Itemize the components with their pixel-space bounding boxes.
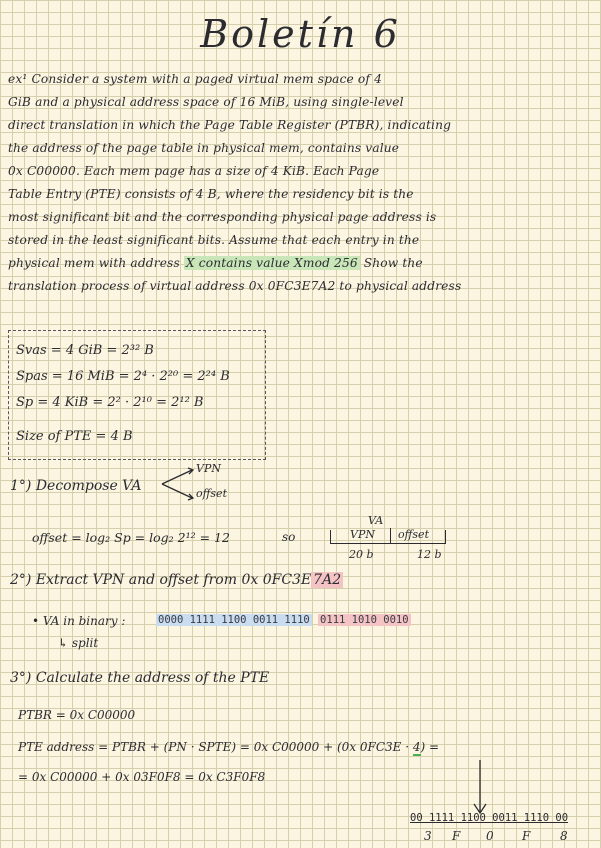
down-arrow <box>470 760 490 820</box>
problem-line: 0x C00000. Each mem page has a size of 4 KiB. Each Page <box>8 164 380 178</box>
pte-size-line: Size of PTE = 4 B <box>16 429 133 444</box>
branch-vpn: VPN <box>196 462 221 475</box>
va-binary-label: • VA in binary : <box>32 614 126 628</box>
split-label: ↳ split <box>58 636 99 650</box>
sp-line: Sp = 4 KiB = 2² · 2¹⁰ = 2¹² B <box>16 395 204 410</box>
offset-highlight: 7A2 <box>313 572 342 588</box>
branch-arrows <box>160 464 196 504</box>
problem-text: Show the <box>363 256 423 270</box>
va-binary <box>156 614 411 626</box>
problem-line: direct translation in which the Page Table Register (PTBR), indicating <box>8 118 452 132</box>
pte-address-result: = 0x C00000 + 0x 03F0F8 = 0x C3F0F8 <box>18 770 266 784</box>
problem-line: stored in the least significant bits. Assume that each entry in the <box>8 233 420 247</box>
pte-formula-text: PTE address = PTBR + (PN · SPTE) = 0x C00000 + (0x 0FC3E · <box>18 740 413 754</box>
highlighted-condition: X contains value Xmod 256 <box>185 256 358 270</box>
branch-offset: offset <box>196 487 227 500</box>
problem-text: physical mem with address <box>8 256 180 270</box>
problem-line: GiB and a physical address space of 16 MiB, using single-level <box>8 95 404 109</box>
offset-bits: 12 b <box>417 548 442 561</box>
va-label: VA <box>368 514 384 527</box>
pte-size-factor: 4 <box>412 740 421 754</box>
hex-digit: 0 <box>486 829 494 843</box>
hex-digits <box>424 829 570 843</box>
binary-offset: 0111 1010 0010 <box>320 614 409 626</box>
page-title: Boletín 6 <box>200 12 401 56</box>
hex-digit: F <box>452 829 461 843</box>
binary-vpn: 0000 1111 1100 0011 1110 <box>158 614 310 626</box>
offset-formula: offset = log₂ Sp = log₂ 2¹² = 12 <box>32 530 230 545</box>
shifted-binary: 00 1111 1100 0011 1110 00 <box>410 812 569 824</box>
problem-line: the address of the page table in physical mem, contains value <box>8 141 400 155</box>
hex-digit: 3 <box>424 829 432 843</box>
hex-digit: 8 <box>560 829 568 843</box>
pte-formula-end: ) = <box>420 740 440 754</box>
problem-line: ex¹ Consider a system with a paged virtual mem space of 4 <box>8 72 383 86</box>
step1-label: 1°) Decompose VA <box>10 478 142 494</box>
hex-digit: F <box>522 829 531 843</box>
spas-line: Spas = 16 MiB = 2⁴ · 2²⁰ = 2²⁴ B <box>16 369 230 384</box>
ptbr-value: PTBR = 0x C00000 <box>18 708 136 722</box>
problem-line: most significant bit and the corresponding physical page address is <box>8 210 437 224</box>
problem-line: translation process of virtual address 0x 0FC3E7A2 to physical address <box>8 279 462 293</box>
svas-line: Svas = 4 GiB = 2³² B <box>16 343 154 358</box>
problem-line <box>8 256 423 270</box>
vpn-bits: 20 b <box>349 548 374 561</box>
pte-address-formula <box>18 740 439 754</box>
step2-text: 2°) Extract VPN and offset from 0x 0FC3E <box>10 572 312 588</box>
step3-label: 3°) Calculate the address of the PTE <box>10 670 270 686</box>
va-divider <box>390 528 391 543</box>
so-label: so <box>282 530 296 544</box>
offset-field: offset <box>398 528 429 541</box>
step2-label <box>10 572 343 588</box>
problem-line: Table Entry (PTE) consists of 4 B, where the residency bit is the <box>8 187 414 201</box>
vpn-field: VPN <box>350 528 375 541</box>
